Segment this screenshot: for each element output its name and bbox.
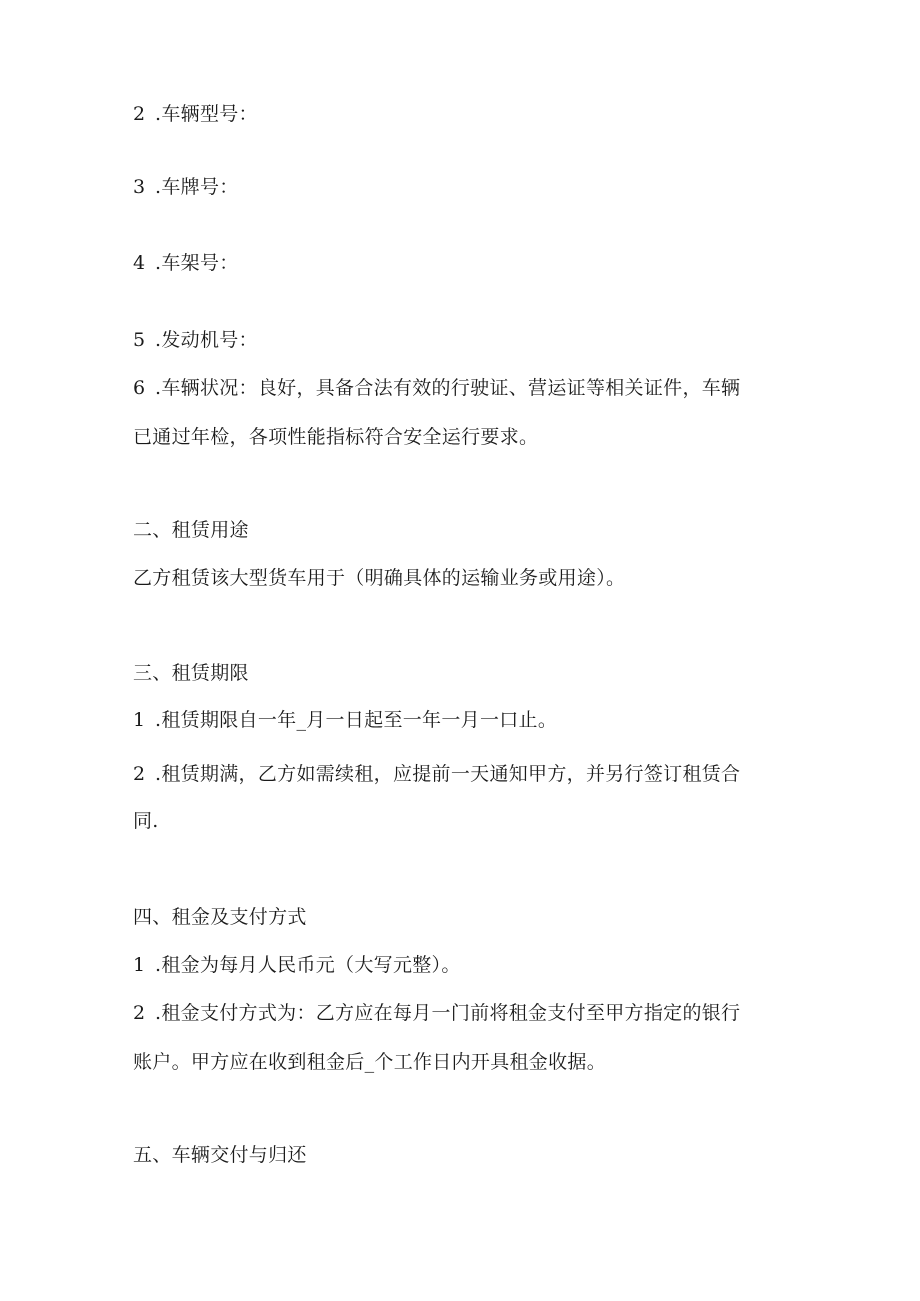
paragraph-continuation xyxy=(133,424,783,450)
item-text: .租赁期满，乙方如需续租，应提前一天通知甲方，并另行签订租赁合 xyxy=(155,763,741,785)
paragraph-continuation xyxy=(133,1049,783,1075)
item-text: .车架号： xyxy=(155,252,239,274)
paragraph-continuation xyxy=(133,808,783,834)
item-rent-amount xyxy=(133,952,783,978)
item-frame-number xyxy=(133,250,783,276)
item-number: 3 xyxy=(133,176,146,198)
heading-text: 三、租赁期限 xyxy=(133,662,249,684)
item-vehicle-condition xyxy=(133,375,783,401)
heading-text: 五、车辆交付与归还 xyxy=(133,1144,307,1166)
item-text: .发动机号： xyxy=(155,329,258,351)
item-engine-number xyxy=(133,327,783,353)
item-text: .车辆状况：良好，具备合法有效的行驶证、营运证等相关证件，车辆 xyxy=(155,377,741,399)
item-lease-renewal xyxy=(133,761,783,787)
item-number: 4 xyxy=(133,252,146,274)
item-number: 2 xyxy=(133,103,146,125)
item-text: .租金为每月人民币元（大写元整）。 xyxy=(155,954,461,976)
section-heading-purpose xyxy=(133,517,783,543)
section-heading-term xyxy=(133,660,783,686)
paragraph-text: 账户。甲方应在收到租金后_个工作日内开具租金收据。 xyxy=(133,1051,607,1073)
item-number: 6 xyxy=(133,377,146,399)
item-license-plate xyxy=(133,174,783,200)
item-rent-payment xyxy=(133,1000,783,1026)
item-number: 2 xyxy=(133,1002,146,1024)
paragraph-text: 同. xyxy=(133,810,159,832)
paragraph-purpose xyxy=(133,565,783,591)
item-number: 1 xyxy=(133,709,146,731)
section-heading-delivery xyxy=(133,1142,783,1168)
section-heading-rent xyxy=(133,904,783,930)
item-number: 1 xyxy=(133,954,146,976)
item-vehicle-model xyxy=(133,101,783,127)
item-number: 2 xyxy=(133,763,146,785)
paragraph-text: 乙方租赁该大型货车用于（明确具体的运输业务或用途）。 xyxy=(133,567,626,589)
paragraph-text: 已通过年检，各项性能指标符合安全运行要求。 xyxy=(133,426,539,448)
item-lease-term xyxy=(133,707,783,733)
item-text: .车牌号： xyxy=(155,176,239,198)
item-number: 5 xyxy=(133,329,146,351)
item-text: .租金支付方式为：乙方应在每月一门前将租金支付至甲方指定的银行 xyxy=(155,1002,741,1024)
item-text: .租赁期限自一年_月一日起至一年一月一口止。 xyxy=(155,709,558,731)
item-text: .车辆型号： xyxy=(155,103,258,125)
heading-text: 二、租赁用途 xyxy=(133,519,249,541)
heading-text: 四、租金及支付方式 xyxy=(133,906,307,928)
